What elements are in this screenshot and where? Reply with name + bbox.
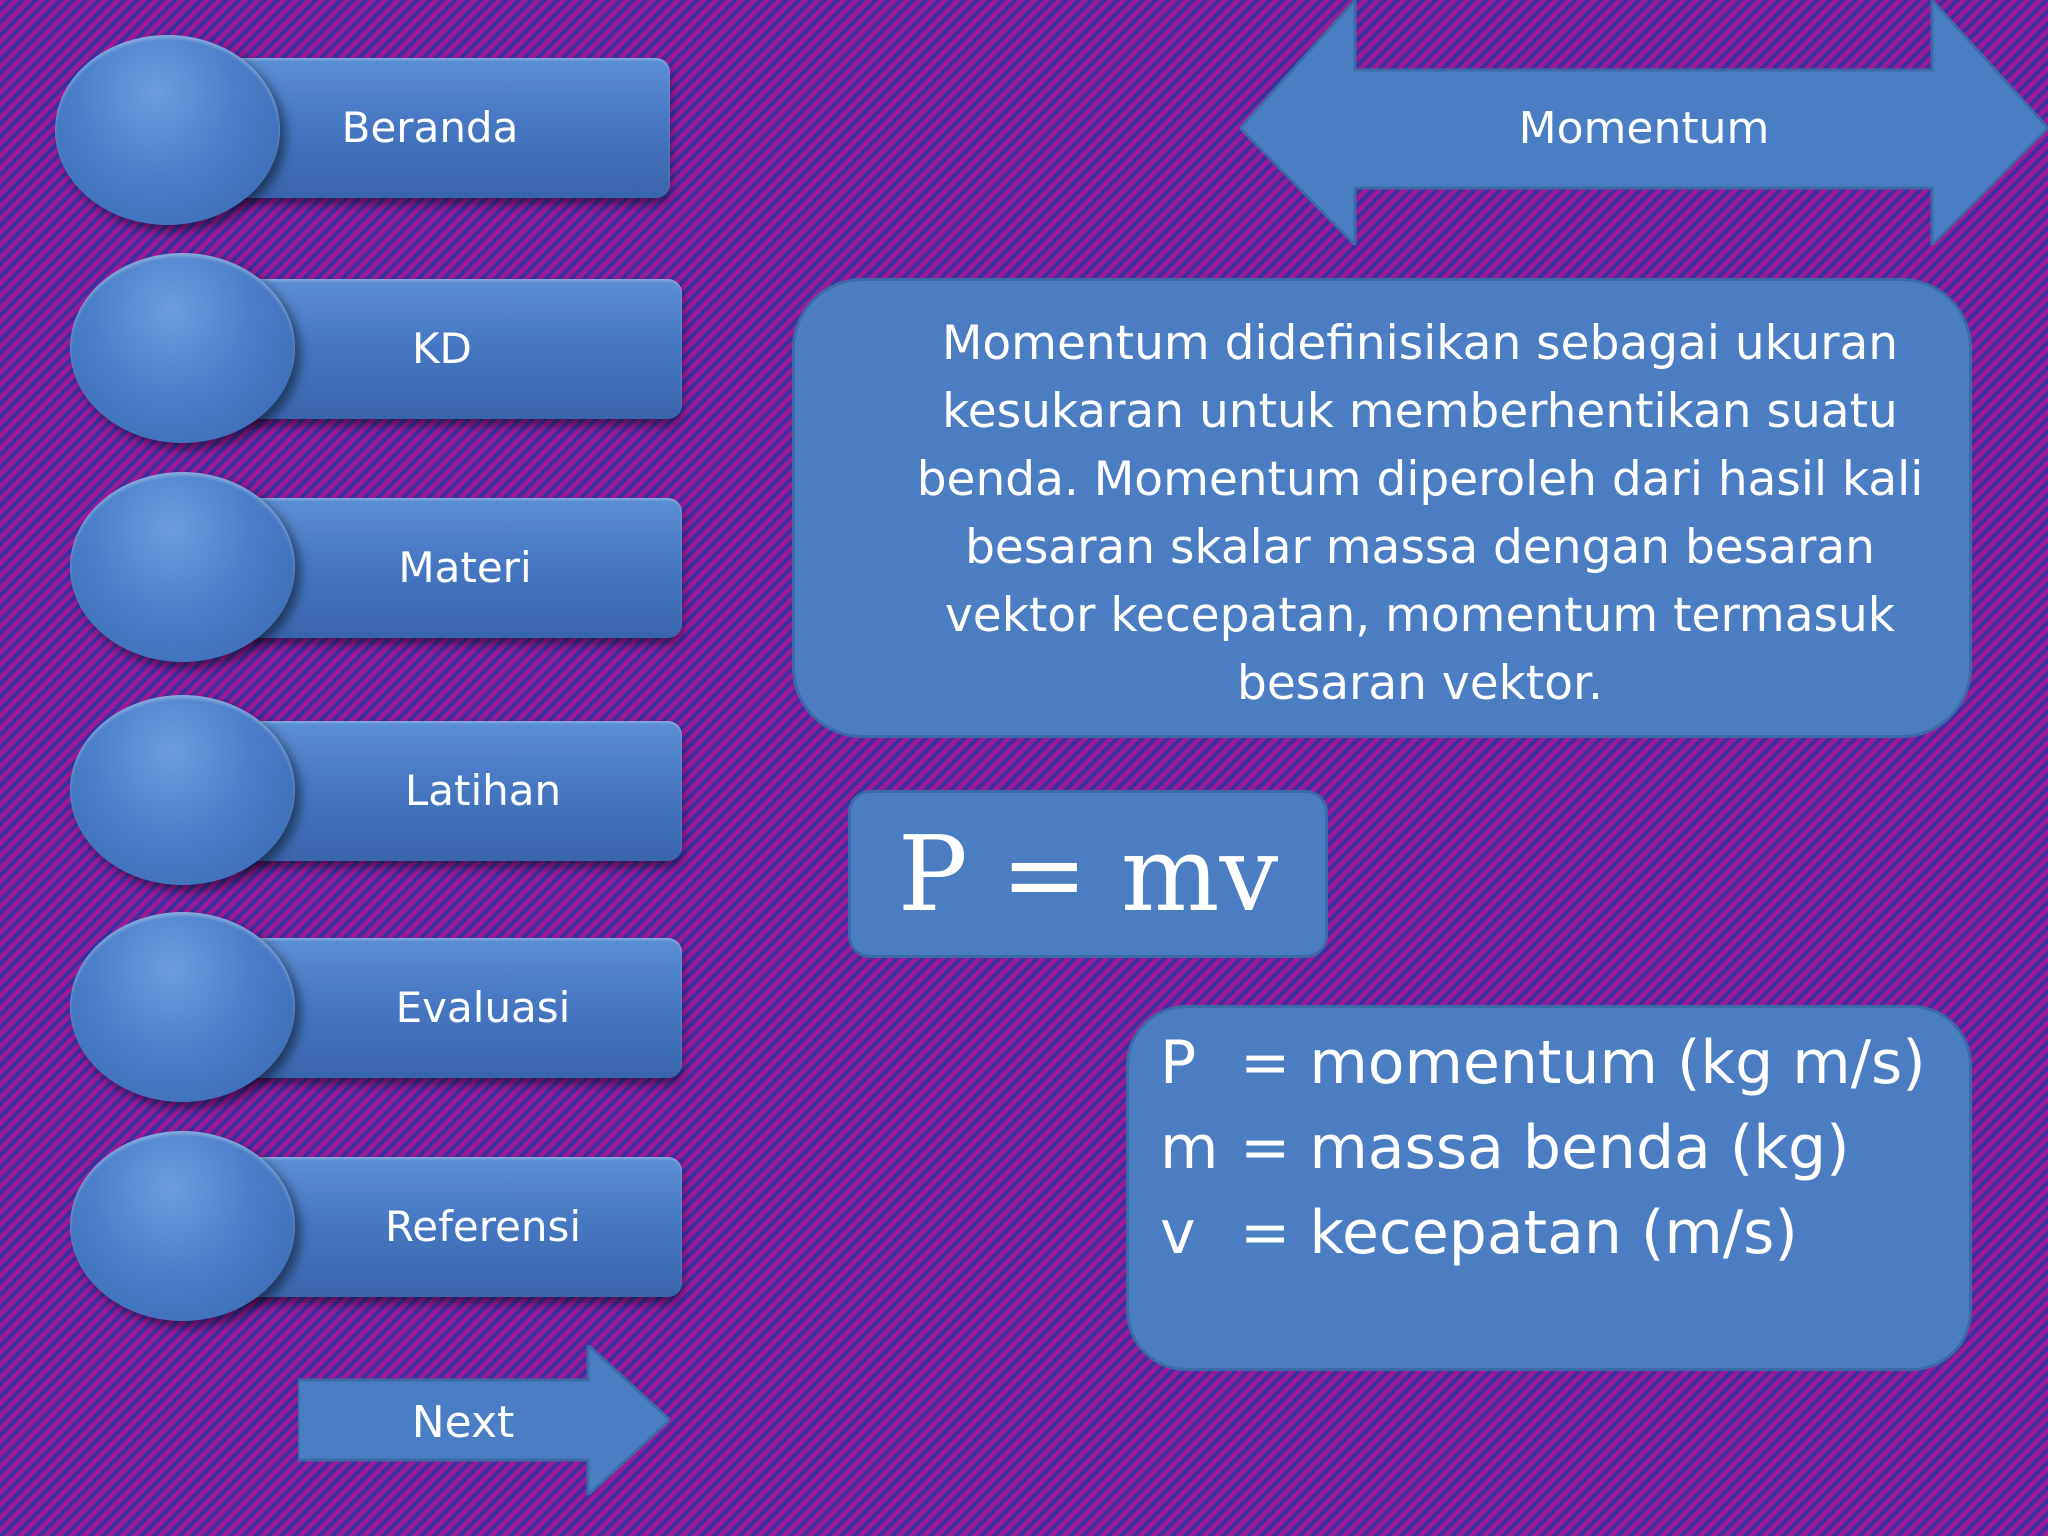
- formula-text: P = mv: [897, 813, 1279, 935]
- definition-line: vektor kecepatan, momentum termasuk: [944, 588, 1896, 643]
- nav-circle: [70, 1131, 295, 1321]
- nav-circle: [70, 253, 295, 443]
- nav-button-kd[interactable]: [70, 253, 682, 443]
- legend-row-massa: [1160, 1105, 1850, 1191]
- nav-label-referensi: Referensi: [384, 1202, 582, 1251]
- legend-symbol: v: [1160, 1198, 1196, 1268]
- nav-circle: [70, 695, 295, 885]
- legend-description: = momentum (kg m/s): [1240, 1028, 1926, 1098]
- next-button[interactable]: Next: [411, 1397, 515, 1448]
- definition-line: besaran skalar massa dengan besaran: [965, 520, 1875, 575]
- definition-text: [880, 310, 1960, 718]
- definition-line: Momentum didefinisikan sebagai ukuran: [941, 316, 1899, 371]
- nav-circle: [70, 472, 295, 662]
- legend-row-momentum: [1160, 1020, 1926, 1106]
- definition-line: benda. Momentum diperoleh dari hasil kali: [916, 452, 1924, 507]
- nav-button-referensi[interactable]: [70, 1131, 682, 1321]
- nav-label-materi: Materi: [398, 543, 532, 592]
- nav-circle: [55, 35, 280, 225]
- definition-line: kesukaran untuk memberhentikan suatu: [942, 384, 1898, 439]
- legend-symbol: P: [1160, 1028, 1197, 1098]
- nav-button-evaluasi[interactable]: [70, 912, 682, 1102]
- legend-row-kecepatan: [1160, 1190, 1798, 1276]
- legend-symbol: m: [1160, 1113, 1219, 1183]
- page-title: Momentum: [1518, 103, 1770, 154]
- legend-description: = massa benda (kg): [1240, 1113, 1850, 1183]
- nav-label-evaluasi: Evaluasi: [395, 983, 571, 1032]
- definition-line: besaran vektor.: [1237, 656, 1603, 711]
- nav-label-beranda: Beranda: [341, 103, 519, 152]
- nav-label-latihan: Latihan: [404, 766, 562, 815]
- legend-description: = kecepatan (m/s): [1240, 1198, 1798, 1268]
- nav-button-beranda[interactable]: [55, 35, 670, 225]
- nav-button-latihan[interactable]: [70, 695, 682, 885]
- nav-label-kd: KD: [412, 324, 472, 373]
- nav-button-materi[interactable]: [70, 472, 682, 662]
- nav-circle: [70, 912, 295, 1102]
